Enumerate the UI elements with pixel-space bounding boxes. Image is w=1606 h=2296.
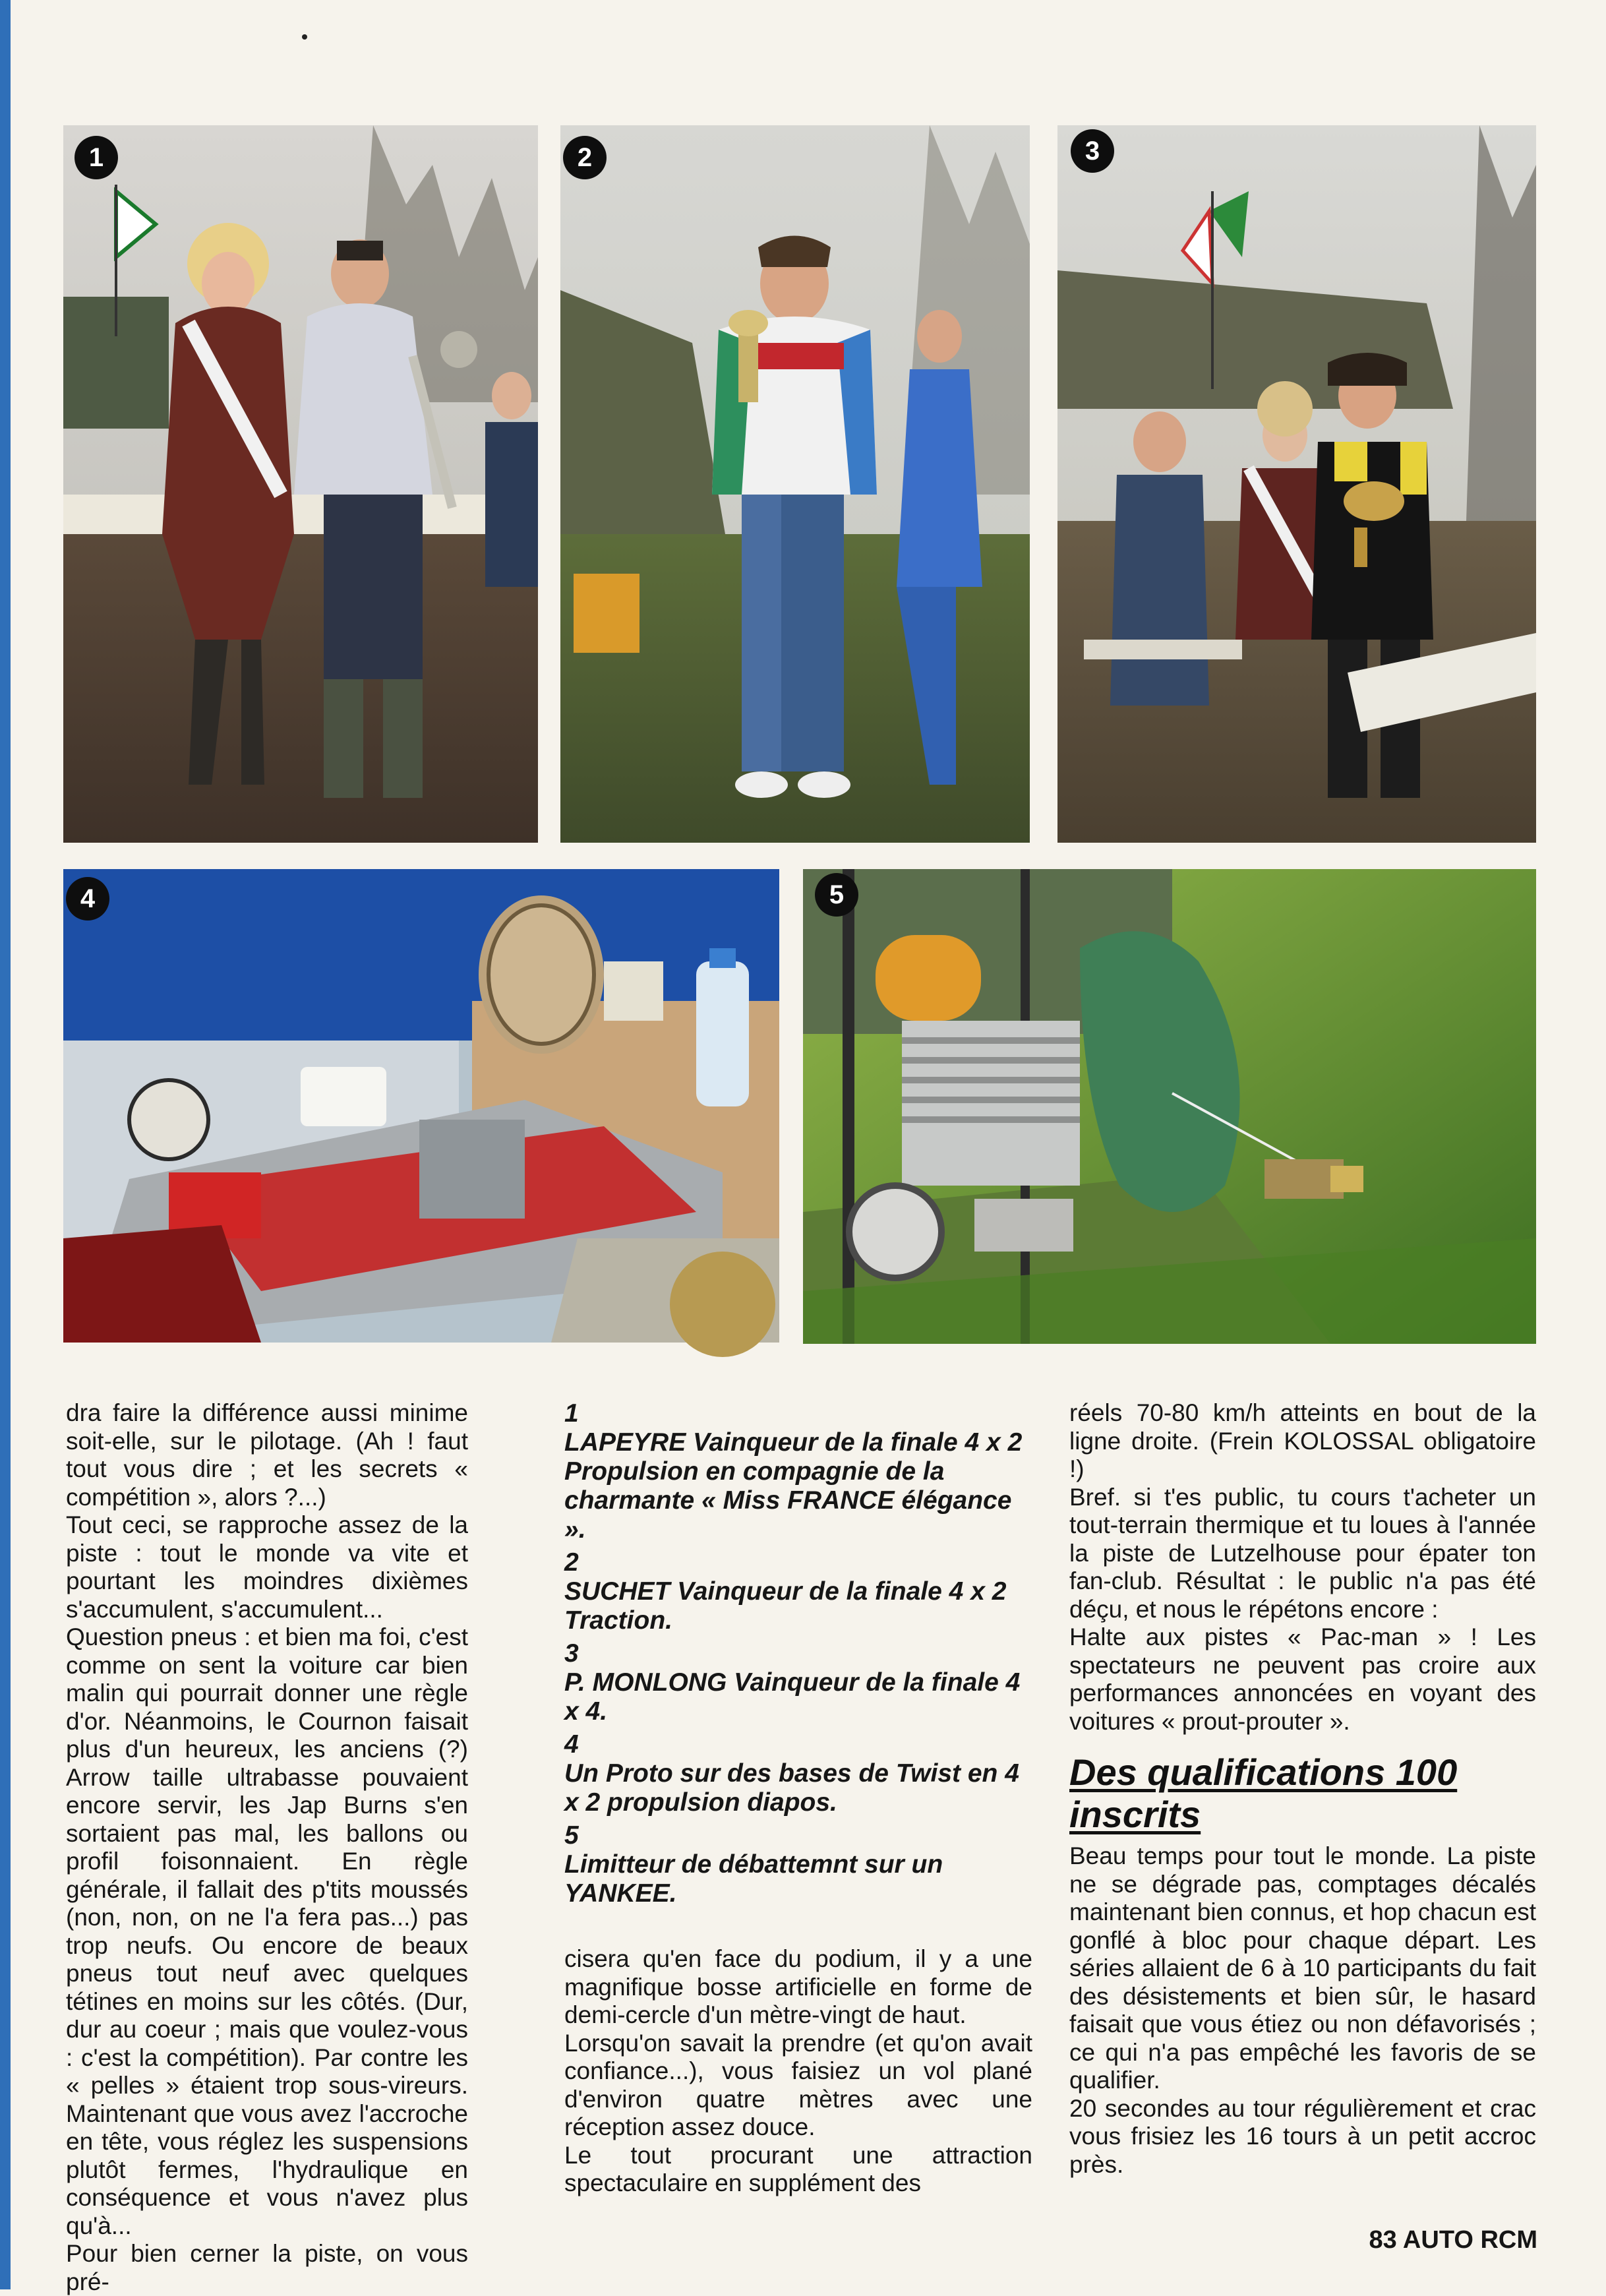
paragraph: Le tout procurant une attraction spectaculaire en supplément des <box>564 2141 1032 2196</box>
paragraph: Pour bien cerner la piste, on vous pré- <box>66 2240 468 2295</box>
article-column-2 <box>564 1399 1032 2202</box>
section-heading <box>1069 1751 1536 1836</box>
paragraph: Tout ceci, se rapproche assez de la piste : tout le monde va vite et pourtant les moindres dixièmes s'accumulent, s'accumulent... <box>66 1511 468 1623</box>
paragraph: Beau temps pour tout le monde. La piste ne se dégrade pas, comptages décalés maintenant bien connus, et hop chacun est gonflé à bloc pour chaque départ. Les séries allaient de 6 à 10 participants du fait des désistements et bien sûr, le hasard faisait que vous étiez ou non défavorisés ; ce qui n'a pas empêché les favoris de se qualifier. <box>1069 1842 1536 2094</box>
caption-text: Limitteur de débattemnt sur un YANKEE. <box>564 1850 943 1908</box>
photo-number-badge: 4 <box>66 877 109 921</box>
photo-number-badge: 3 <box>1071 129 1114 173</box>
caption-text: Un Proto sur des bases de Twist en 4 x 2 propulsion diapos. <box>564 1759 1019 1817</box>
article-column-1 <box>66 1399 468 2295</box>
paragraph: Question pneus : et bien ma foi, c'est comme on sent la voiture car bien malin qui pourrait donner une règle d'or. Néanmoins, le Cournon faisait plus d'un heureux, les anciens (?) Arrow taille ultrabasse pouvaient encore servir, les Jap Burns s'en sortaient pas mal, les ballons ou profil foisonnaient. En règle générale, il fallait des p'tits moussés (non, non, on ne l'a fera pas...) pas trop neufs. Ou encore de beaux pneus tout neuf avec quelques tétines en moins sur les côtés. (Dur, dur au coeur ; mais que voulez-vous : c'est la compétition). Par contre les « pelles » étaient trop sous-vireurs. Maintenant que vous avez l'accroche en tête, vous réglez les suspensions plutôt fermes, l'hydraulique en conséquence et vous n'avez plus qu'à... <box>66 1623 468 2239</box>
caption-number: 2 <box>564 1548 579 1577</box>
article-column-3 <box>1069 1399 1536 2202</box>
photo-4-proto-twist-car <box>63 869 779 1343</box>
paragraph: Halte aux pistes « Pac-man » ! Les spectateurs ne peuvent pas croire aux performances annoncées en voyant des voitures « prout-prouter ». <box>1069 1623 1536 1735</box>
caption-number: 3 <box>564 1639 579 1668</box>
paragraph: cisera qu'en face du podium, il y a une magnifique bosse artificielle en forme de demi-cercle d'un mètre-vingt de haut. <box>564 1945 1032 2028</box>
photo-number-badge: 5 <box>815 873 858 917</box>
photo-2-podium-suchet <box>560 125 1030 843</box>
photo-1-podium-lapeyre <box>63 125 538 843</box>
photo-caption <box>564 1821 1032 1908</box>
paragraph: Bref. si t'es public, tu cours t'acheter un tout-terrain thermique et tu loues à l'année la piste de Lutzelhouse pour épater ton fan-club. Résultat : le public n'a pas été déçu, et nous le répétons encore : <box>1069 1483 1536 1623</box>
paragraph: Lorsqu'on savait la prendre (et qu'on avait confiance...), vous faisiez un vol plané d'environ quatre mètres avec une réception assez douce. <box>564 2029 1032 2140</box>
caption-text: LAPEYRE Vainqueur de la finale 4 x 2 Propulsion en compagnie de la charmante « Miss FRANCE élégance ». <box>564 1428 1023 1544</box>
paragraph: 20 secondes au tour régulièrement et crac vous frisiez les 16 tours à un petit accroc près. <box>1069 2094 1536 2178</box>
page-edge-strip <box>0 0 11 2289</box>
print-mark <box>302 34 307 40</box>
paragraph: réels 70-80 km/h atteints en bout de la ligne droite. (Frein KOLOSSAL obligatoire !) <box>1069 1399 1536 1482</box>
photo-caption <box>564 1639 1032 1726</box>
photo-5-yankee-limiter <box>803 869 1536 1344</box>
photo-number-badge: 2 <box>563 136 607 179</box>
caption-number: 1 <box>564 1399 579 1428</box>
photo-3-podium-monlong <box>1057 125 1536 843</box>
photo-number-badge: 1 <box>74 136 118 179</box>
photo-caption <box>564 1399 1032 1544</box>
caption-text: SUCHET Vainqueur de la finale 4 x 2 Traction. <box>564 1577 1007 1635</box>
section-heading-text: Des qualifications 100 inscrits <box>1069 1751 1458 1835</box>
photo-caption <box>564 1548 1032 1635</box>
page-folio: 83 AUTO RCM <box>1369 2226 1537 2254</box>
caption-text: P. MONLONG Vainqueur de la finale 4 x 4. <box>564 1668 1021 1726</box>
caption-number: 4 <box>564 1730 579 1759</box>
paragraph: dra faire la différence aussi minime soit-elle, sur le pilotage. (Ah ! faut tout vous dire ; et les secrets « compétition », alors ?...) <box>66 1399 468 1511</box>
caption-number: 5 <box>564 1821 579 1850</box>
photo-caption <box>564 1730 1032 1817</box>
